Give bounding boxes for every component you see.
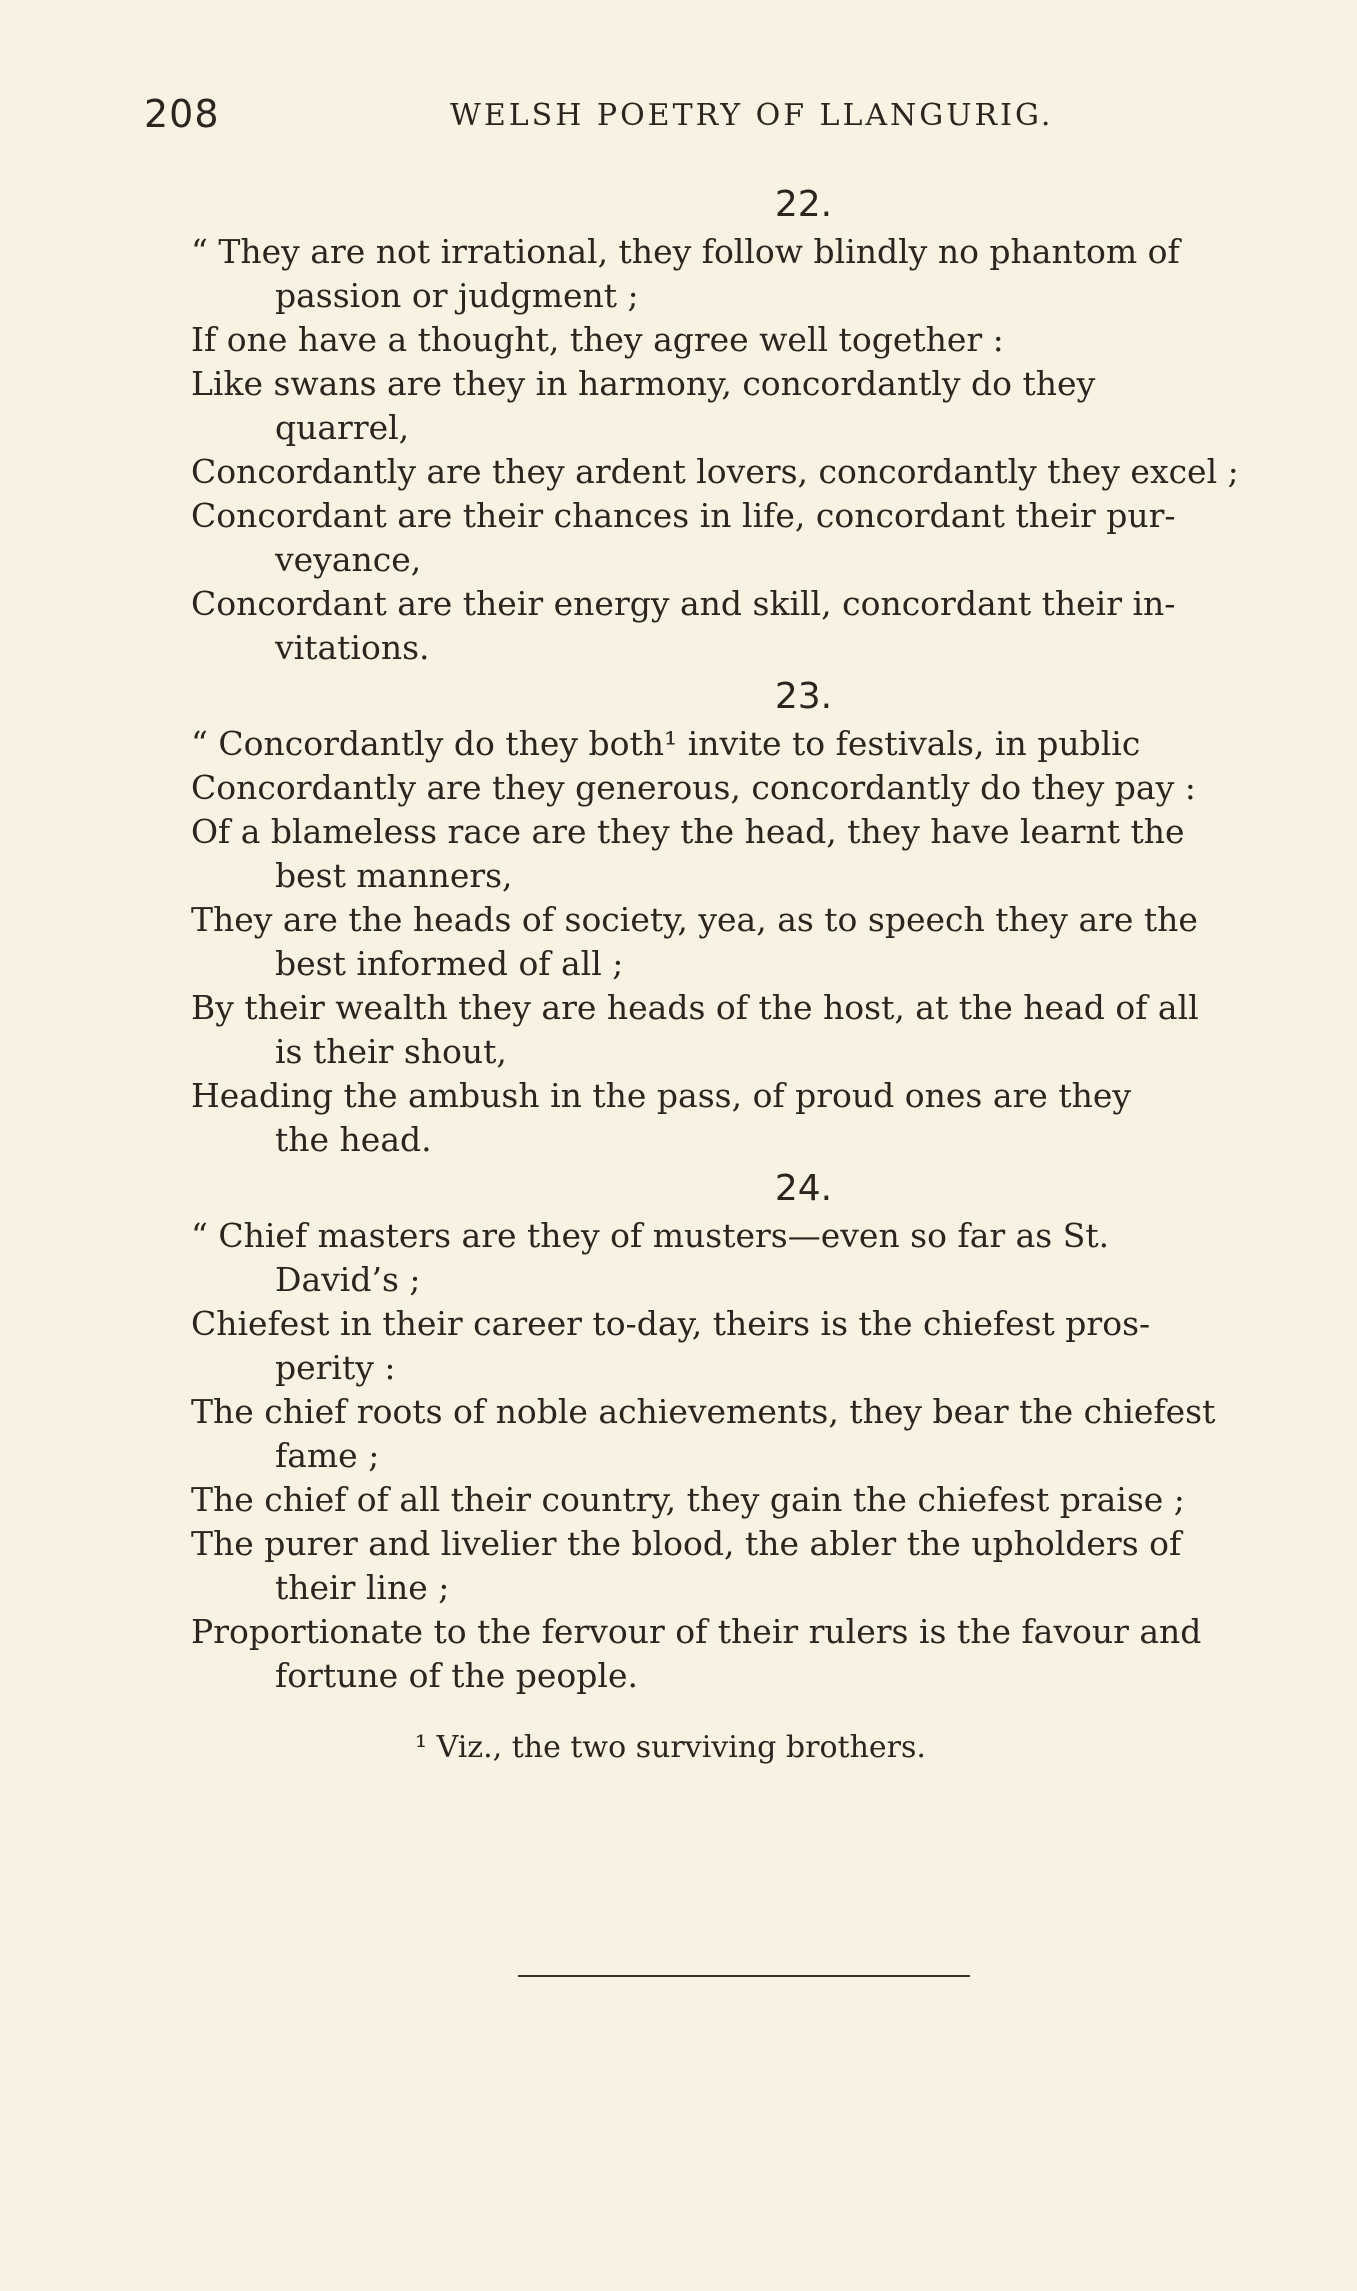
stanza-number: 24. (774, 1168, 833, 1209)
verse-line-continuation: best informed of all ; (275, 944, 624, 983)
stanza (155, 180, 1297, 670)
verse-line-text: Concordantly are they ardent lovers, concordantly they excel ; (191, 452, 1239, 491)
verse-line-text: By their wealth they are heads of the host, at the head of all (191, 988, 1199, 1027)
verse-line-text: Heading the ambush in the pass, of proud ones are they (191, 1076, 1132, 1115)
verse-line-text: Chiefest in their career to-day, theirs is the chiefest pros- (191, 1304, 1151, 1343)
verse-line (155, 766, 1297, 810)
verse-line-text: Like swans are they in harmony, concordantly do they (191, 364, 1096, 403)
verse-line (155, 230, 1297, 318)
verse-line-continuation: is their shout, (275, 1032, 507, 1071)
stanza (155, 1164, 1297, 1698)
verse-line-text: The chief roots of noble achievements, they bear the chiefest (191, 1392, 1216, 1431)
verse-line-continuation: vitations. (275, 628, 430, 667)
verse-line-continuation: David’s ; (275, 1260, 421, 1299)
verse-line-text: If one have a thought, they agree well together : (191, 320, 1004, 359)
verse-line-continuation: perity : (275, 1348, 396, 1387)
verse-line-continuation: passion or judgment ; (275, 276, 639, 315)
verse-line-text: They are the heads of society, yea, as to speech they are the (191, 900, 1198, 939)
verse-line-continuation: best manners, (275, 856, 513, 895)
verse-line (155, 986, 1297, 1074)
verse-line-text: Concordant are their chances in life, concordant their pur- (191, 496, 1176, 535)
verse-line (155, 582, 1297, 670)
footnote: ¹ Viz., the two surviving brothers. (415, 1730, 926, 1765)
verse-line-text: Proportionate to the fervour of their rulers is the favour and (191, 1612, 1202, 1651)
verse-line-continuation: the head. (275, 1120, 432, 1159)
verse-line-continuation: fortune of the people. (275, 1656, 638, 1695)
verse-line (155, 1478, 1297, 1522)
verse-line-text: Concordantly are they generous, concordantly do they pay : (191, 768, 1196, 807)
verse-line-text: “ Chief masters are they of musters—even so far as St. (191, 1216, 1110, 1255)
verse-line (155, 810, 1297, 898)
verse-line-text: “ They are not irrational, they follow blindly no phantom of (191, 232, 1180, 271)
verse-line (155, 318, 1297, 362)
verse-line (155, 898, 1297, 986)
stanza-number: 23. (774, 676, 833, 717)
verse-line (155, 450, 1297, 494)
verse-line (155, 494, 1297, 582)
verse-line (155, 722, 1297, 766)
stanza-number: 22. (774, 184, 833, 225)
poem-body (155, 180, 1297, 1700)
verse-line-text: Of a blameless race are they the head, they have learnt the (191, 812, 1185, 851)
verse-line (155, 1074, 1297, 1162)
running-title: WELSH POETRY OF LLANGURIG. (450, 98, 1054, 133)
verse-line-text: The purer and livelier the blood, the abler the upholders of (191, 1524, 1182, 1563)
stanza (155, 672, 1297, 1162)
verse-line (155, 362, 1297, 450)
verse-line-text: The chief of all their country, they gain the chiefest praise ; (191, 1480, 1185, 1519)
verse-line-continuation: quarrel, (275, 408, 410, 447)
verse-line-continuation: veyance, (275, 540, 422, 579)
verse-line-text: Concordant are their energy and skill, concordant their in- (191, 584, 1176, 623)
verse-line-continuation: their line ; (275, 1568, 450, 1607)
bottom-rule (518, 1975, 970, 1977)
page-number: 208 (144, 92, 220, 136)
verse-line-continuation: fame ; (275, 1436, 380, 1475)
verse-line (155, 1522, 1297, 1610)
verse-line (155, 1302, 1297, 1390)
verse-line (155, 1610, 1297, 1698)
verse-line (155, 1390, 1297, 1478)
page-header (140, 92, 1257, 142)
verse-line (155, 1214, 1297, 1302)
verse-line-text: “ Concordantly do they both¹ invite to festivals, in public (191, 724, 1141, 763)
